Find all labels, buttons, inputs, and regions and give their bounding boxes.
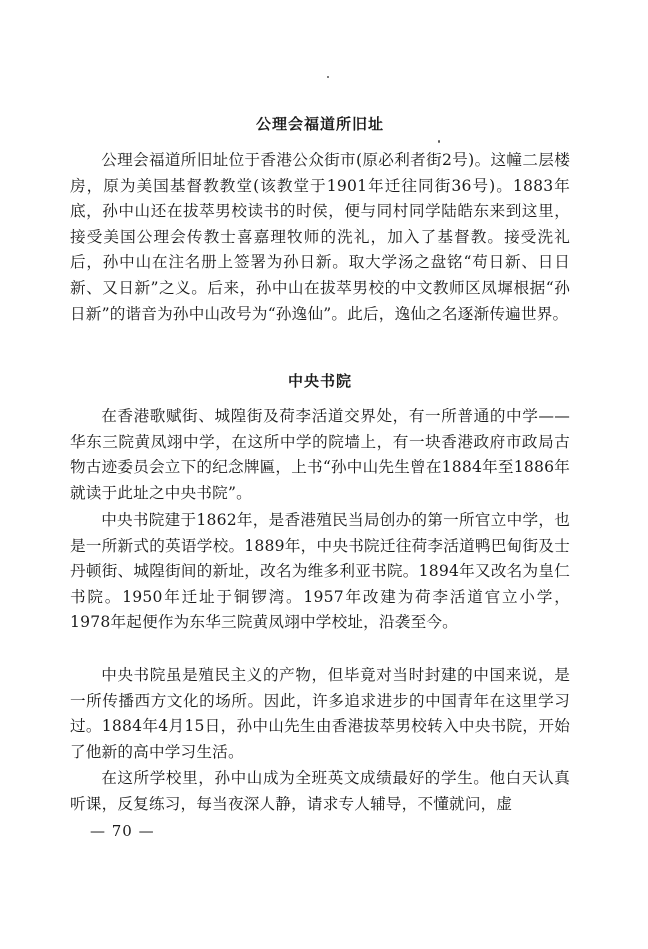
page-number: — 70 — [90, 822, 155, 840]
paragraph-gongli-hall: 公理会福道所旧址位于香港公众街市(原必利者街2号)。这幢二层楼房，原为美国基督教教堂(该教堂于1901年迁往同街36号)。1883年底，孙中山还在拔萃男校读书的时侯，便与同村同学陆皓东来到这里，接受美国公理会传教士喜嘉理牧师的洗礼，加入了基督教。接受洗礼后，孙中山在注名册上签署为孙日新。取大学汤之盘铭“苟日新、日日新、又日新”之义。后来，孙中山在拔萃男校的中文教师区凤墀根据“孙日新”的谐音为孙中山改号为“孙逸仙”。此后，逸仙之名逐渐传遍世界。 [70, 151, 570, 323]
paragraph-central-school-significance: 中央书院虽是殖民主义的产物，但毕竟对当时封建的中国来说，是一所传播西方文化的场所。因此，许多追求进步的中国青年在这里学习过。1884年4月15日，孙中山先生由香港拔萃男校转入中央书院，开始了他新的高中学习生活。 [70, 666, 570, 761]
book-page [70, 0, 570, 949]
paragraph-sun-study-life: 在这所学校里，孙中山成为全班英文成绩最好的学生。他白天认真听课，反复练习，每当夜深人静，请求专人辅导，不懂就问，虚 [70, 769, 570, 813]
paragraph-central-school-history: 中央书院建于1862年，是香港殖民当局创办的第一所官立中学，也是一所新式的英语学校。1889年，中央书院迁往荷李活道鸭巴甸街及士丹顿街、城隍街间的新址，改名为维多利亚书院。1894年又改名为皇仁书院。1950年迁址于铜锣湾。1957年改建为荷李活道官立小学，1978年起便作为东华三院黄凤翊中学校址，沿袭至今。 [70, 511, 570, 632]
scan-speck [327, 76, 329, 78]
section-title-gongli-hall: 公理会福道所旧址 [255, 115, 384, 133]
section-title-central-school: 中央书院 [287, 372, 352, 390]
paragraph-central-school-location: 在香港歌赋街、城隍街及荷李活道交界处，有一所普通的中学——华东三院黄凤翊中学，在这所中学的院墙上，有一块香港政府市政局古物古迹委员会立下的纪念牌匾，上书“孙中山先生曾在1884年至1886年就读于此址之中央书院”。 [70, 407, 570, 502]
scan-speck [438, 140, 440, 143]
